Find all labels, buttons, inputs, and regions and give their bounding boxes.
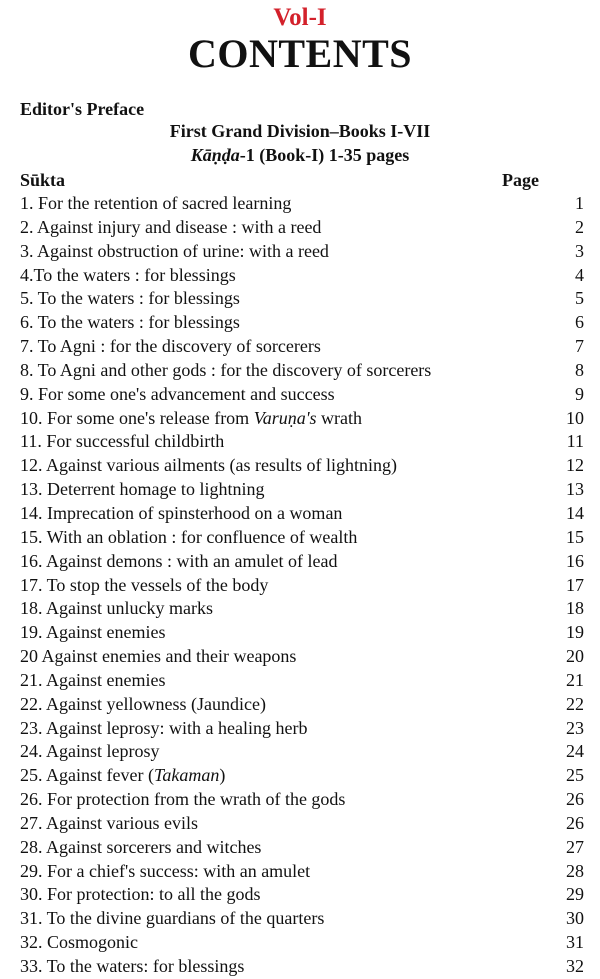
entry-title-italic: Takaman [153,765,220,786]
entry-page-number: 31 [566,932,584,953]
entry-page-number: 32 [566,956,584,976]
contents-entry [20,597,584,621]
entry-title: 11. For successful childbirth [20,431,225,452]
entry-title: 22. Against yellowness (Jaundice) [20,693,266,714]
entry-title [20,407,362,431]
contents-entry [20,931,584,955]
entry-title: 14. Imprecation of spinsterhood on a woman [20,502,343,523]
entry-page-number: 3 [575,240,584,261]
entry-page-number: 23 [566,717,584,738]
entry-page-number: 13 [566,479,584,500]
entry-page-number: 22 [566,693,584,714]
contents-entry [20,788,584,812]
entry-title-post: ) [219,765,226,786]
entry-title: 26. For protection from the wrath of the gods [20,789,346,810]
contents-entry [20,192,584,216]
sukta-column-header: Sūkta [20,170,66,190]
entry-title: 5. To the waters : for blessings [20,288,240,309]
entry-page-number: 11 [566,431,584,452]
entry-page-number: 1 [575,193,584,213]
entry-title: 21. Against enemies [20,669,166,690]
entry-page-number: 24 [566,741,584,762]
contents-entry [20,407,584,431]
kanda-rest: -1 (Book-I) 1-35 pages [239,145,410,165]
entry-title-pre: 25. Against fever ( [20,765,154,786]
contents-entry [20,478,584,502]
entry-title-pre: 10. For some one's release from [20,407,254,428]
entry-title: 20 Against enemies and their weapons [20,646,297,667]
entry-page-number: 2 [575,216,584,237]
entry-title: 33. To the waters: for blessings [20,956,245,976]
entry-title-italic: Varuṇa's [253,407,317,428]
contents-entry [20,836,584,860]
entry-page-number: 20 [566,646,584,667]
contents-entry [20,430,584,454]
contents-entry [20,454,584,478]
contents-entry [20,216,584,240]
contents-entry [20,717,584,741]
entry-page-number: 16 [566,550,584,571]
entry-page-number: 6 [575,312,584,333]
entry-page-number: 29 [566,884,584,905]
division-heading: First Grand Division–Books I-VII [169,121,431,141]
entry-page-number: 10 [566,407,584,428]
contents-entry [20,240,584,264]
entry-title: 4.To the waters : for blessings [20,264,236,285]
entry-title: 19. Against enemies [20,622,166,643]
contents-entry [20,526,584,550]
editors-preface-heading: Editor's Preface [20,99,145,119]
contents-entry [20,502,584,526]
entry-title: 16. Against demons : with an amulet of lead [20,550,338,571]
entry-page-number: 28 [566,860,584,881]
kanda-italic: Kāṇḍa [190,145,240,165]
contents-entry [20,335,584,359]
contents-entry [20,693,584,717]
contents-entry [20,764,584,788]
entry-title: 30. For protection: to all the gods [20,884,261,905]
page-column-header: Page [502,170,539,190]
entry-page-number: 19 [566,622,584,643]
entry-title: 17. To stop the vessels of the body [20,574,269,595]
entry-title: 24. Against leprosy [20,741,160,762]
entry-page-number: 27 [566,836,584,857]
contents-entry [20,574,584,598]
entry-title: 15. With an oblation : for confluence of wealth [20,526,358,547]
contents-entry [20,883,584,907]
entry-title: 28. Against sorcerers and witches [20,836,262,857]
entry-title: 32. Cosmogonic [20,932,139,953]
entry-page-number: 25 [566,765,584,786]
entry-page-number: 15 [566,526,584,547]
contents-entry [20,264,584,288]
contents-entry [20,359,584,383]
entry-page-number: 12 [566,455,584,476]
entry-page-number: 4 [575,264,584,285]
entry-page-number: 9 [575,383,584,404]
entry-title: 9. For some one's advancement and success [20,383,335,404]
contents-entry [20,812,584,836]
contents-entry [20,955,584,979]
entry-title: 12. Against various ailments (as results of lightning) [20,455,397,476]
entry-page-number: 26 [566,789,584,810]
entry-title: 3. Against obstruction of urine: with a reed [20,240,329,261]
contents-list [20,192,584,979]
entry-title: 18. Against unlucky marks [20,598,213,619]
entry-page-number: 8 [575,359,584,380]
contents-entry [20,740,584,764]
entry-title: 31. To the divine guardians of the quarters [20,908,325,929]
contents-entry [20,383,584,407]
contents-entry [20,287,584,311]
entry-title: 23. Against leprosy: with a healing herb [20,717,308,738]
volume-label: Vol-I [273,4,327,31]
entry-title: 6. To the waters : for blessings [20,312,240,333]
page-title: CONTENTS [187,31,413,76]
entry-title: 7. To Agni : for the discovery of sorcerers [20,336,321,357]
entry-page-number: 14 [566,502,584,523]
entry-page-number: 21 [566,669,584,690]
entry-page-number: 30 [566,908,584,929]
contents-entry [20,860,584,884]
entry-title: 13. Deterrent homage to lightning [20,479,265,500]
contents-entry [20,645,584,669]
entry-page-number: 7 [575,336,584,357]
entry-title-post: wrath [316,407,363,428]
contents-entry [20,907,584,931]
entry-page-number: 26 [566,812,584,833]
entry-title: 8. To Agni and other gods : for the discovery of sorcerers [20,359,432,380]
entry-title: 1. For the retention of sacred learning [20,193,292,213]
contents-entry [20,550,584,574]
contents-entry [20,621,584,645]
entry-page-number: 17 [566,574,584,595]
kanda-heading [0,144,600,166]
entry-title: 2. Against injury and disease : with a reed [20,216,322,237]
contents-entry [20,311,584,335]
entry-title: 29. For a chief's success: with an amulet [20,860,311,881]
entry-title: 27. Against various evils [20,812,198,833]
entry-title [20,764,225,788]
entry-page-number: 5 [575,288,584,309]
contents-entry [20,669,584,693]
entry-page-number: 18 [566,598,584,619]
